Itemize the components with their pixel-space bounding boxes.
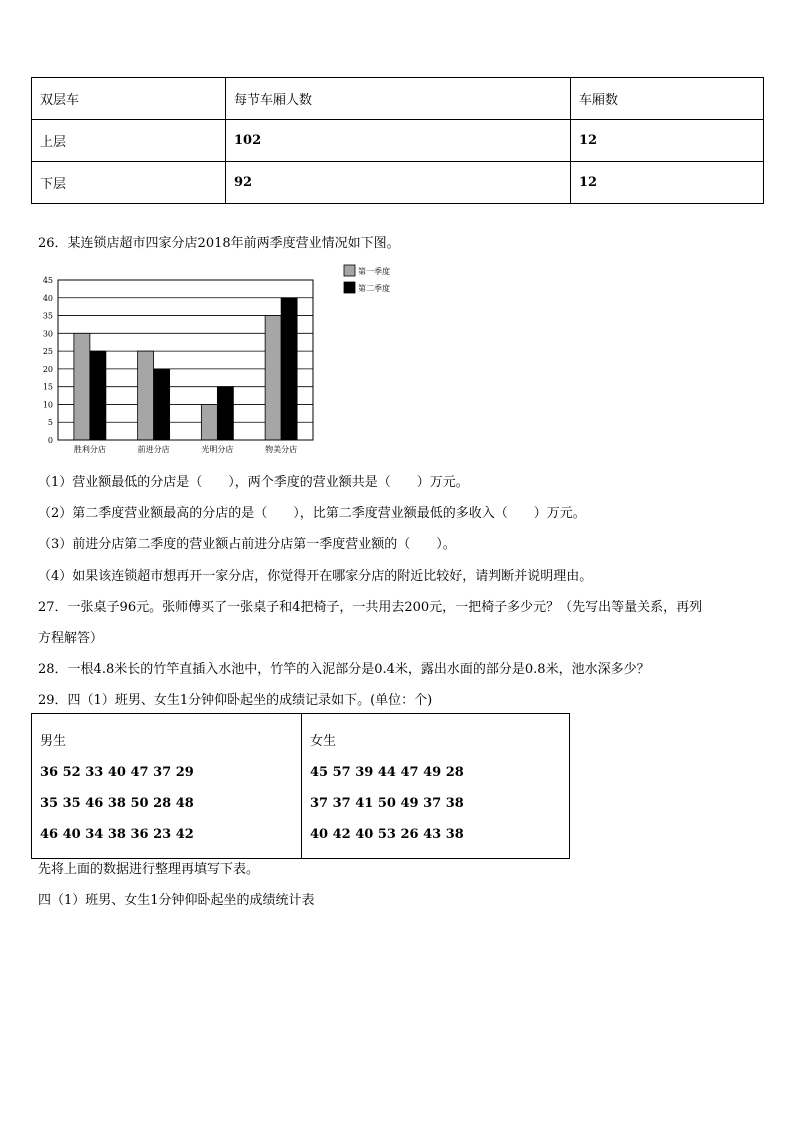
bar-2 — [90, 351, 106, 440]
table-cell: 下层 — [32, 162, 226, 204]
q29-table-title: 四（1）班男、女生1分钟仰卧起坐的成绩统计表 — [38, 893, 315, 908]
legend-swatch — [344, 265, 355, 276]
y-tick-label: 5 — [47, 418, 53, 428]
legend-label: 第一季度 — [358, 267, 390, 276]
table-cell: 上层 — [32, 120, 226, 162]
table-row — [32, 714, 570, 859]
x-tick-label: 光明分店 — [201, 445, 234, 454]
situp-table — [31, 713, 570, 859]
q26-sub2: （2）第二季度营业额最高的分店的是（ ），比第二季度营业额最低的多收入（ ）万元。 — [38, 506, 586, 521]
y-tick-label: 40 — [42, 293, 53, 303]
y-tick-label: 0 — [47, 436, 53, 445]
boys-header: 男生 — [40, 734, 67, 749]
bar-1 — [74, 333, 90, 440]
boys-row: 46 40 34 38 36 23 42 — [40, 827, 194, 842]
girls-row: 37 37 41 50 49 37 38 — [310, 796, 464, 811]
table-cell: 车厢数 — [571, 78, 764, 120]
bus-table — [31, 77, 764, 204]
y-tick-label: 30 — [42, 329, 53, 339]
boys-row: 35 35 46 38 50 28 48 — [40, 796, 194, 811]
girls-row: 45 57 39 44 47 49 28 — [310, 765, 464, 780]
y-tick-label: 45 — [42, 276, 53, 285]
x-tick-label: 前进分店 — [137, 445, 170, 454]
chart-legend — [344, 265, 390, 293]
table-row — [32, 78, 764, 120]
bar-2 — [217, 387, 233, 440]
chart-y-ticks — [43, 276, 53, 445]
y-tick-label: 35 — [42, 311, 53, 321]
chart-x-ticks — [74, 444, 297, 454]
legend-swatch — [344, 282, 355, 293]
table-row — [32, 120, 764, 162]
bar-1 — [201, 404, 217, 440]
legend-label: 第二季度 — [358, 284, 390, 293]
bar-2 — [281, 298, 297, 440]
table-cell: 每节车厢人数 — [226, 78, 571, 120]
boys-row: 36 52 33 40 47 37 29 — [40, 765, 194, 780]
table-cell: 12 — [571, 120, 764, 162]
q26-sub1: （1）营业额最低的分店是（ ），两个季度的营业额共是（ ）万元。 — [38, 475, 469, 490]
q27-line1: 27．一张桌子96元。张师傅买了一张桌子和4把椅子，一共用去200元，一把椅子多少元？（先写出等量关系，再列 — [38, 600, 703, 615]
q28-text: 28．一根4.8米长的竹竿直插入水池中，竹竿的入泥部分是0.4米，露出水面的部分是0.8米，池水深多少？ — [38, 662, 650, 677]
y-tick-label: 10 — [42, 400, 53, 410]
bar-1 — [138, 351, 154, 440]
bar-1 — [265, 316, 281, 440]
q26-sub3: （3）前进分店第二季度的营业额占前进分店第一季度营业额的（ ）。 — [38, 537, 456, 552]
q26-sub4: （4）如果该连锁超市想再开一家分店，你觉得开在哪家分店的附近比较好，请判断并说明理由。 — [38, 569, 593, 584]
x-tick-label: 胜利分店 — [73, 445, 106, 454]
table-cell: 双层车 — [32, 78, 226, 120]
q26-bar-chart — [30, 258, 410, 458]
girls-header: 女生 — [310, 734, 337, 749]
table-cell: 12 — [571, 162, 764, 204]
y-tick-label: 25 — [42, 347, 53, 357]
girls-cell — [302, 714, 570, 859]
x-tick-label: 物美分店 — [265, 445, 298, 454]
q27-line2: 方程解答） — [38, 631, 104, 646]
bar-2 — [154, 369, 170, 440]
table-cell: 102 — [226, 120, 571, 162]
q26-title: 26．某连锁店超市四家分店2018年前两季度营业情况如下图。 — [38, 236, 400, 251]
q29-instruction: 先将上面的数据进行整理再填写下表。 — [38, 862, 260, 877]
girls-row: 40 42 40 53 26 43 38 — [310, 827, 464, 842]
y-tick-label: 15 — [42, 382, 53, 392]
q29-title: 29．四（1）班男、女生1分钟仰卧起坐的成绩记录如下。(单位：个) — [38, 693, 433, 708]
y-tick-label: 20 — [42, 364, 53, 374]
table-cell: 92 — [226, 162, 571, 204]
boys-cell — [32, 714, 302, 859]
table-row — [32, 162, 764, 204]
